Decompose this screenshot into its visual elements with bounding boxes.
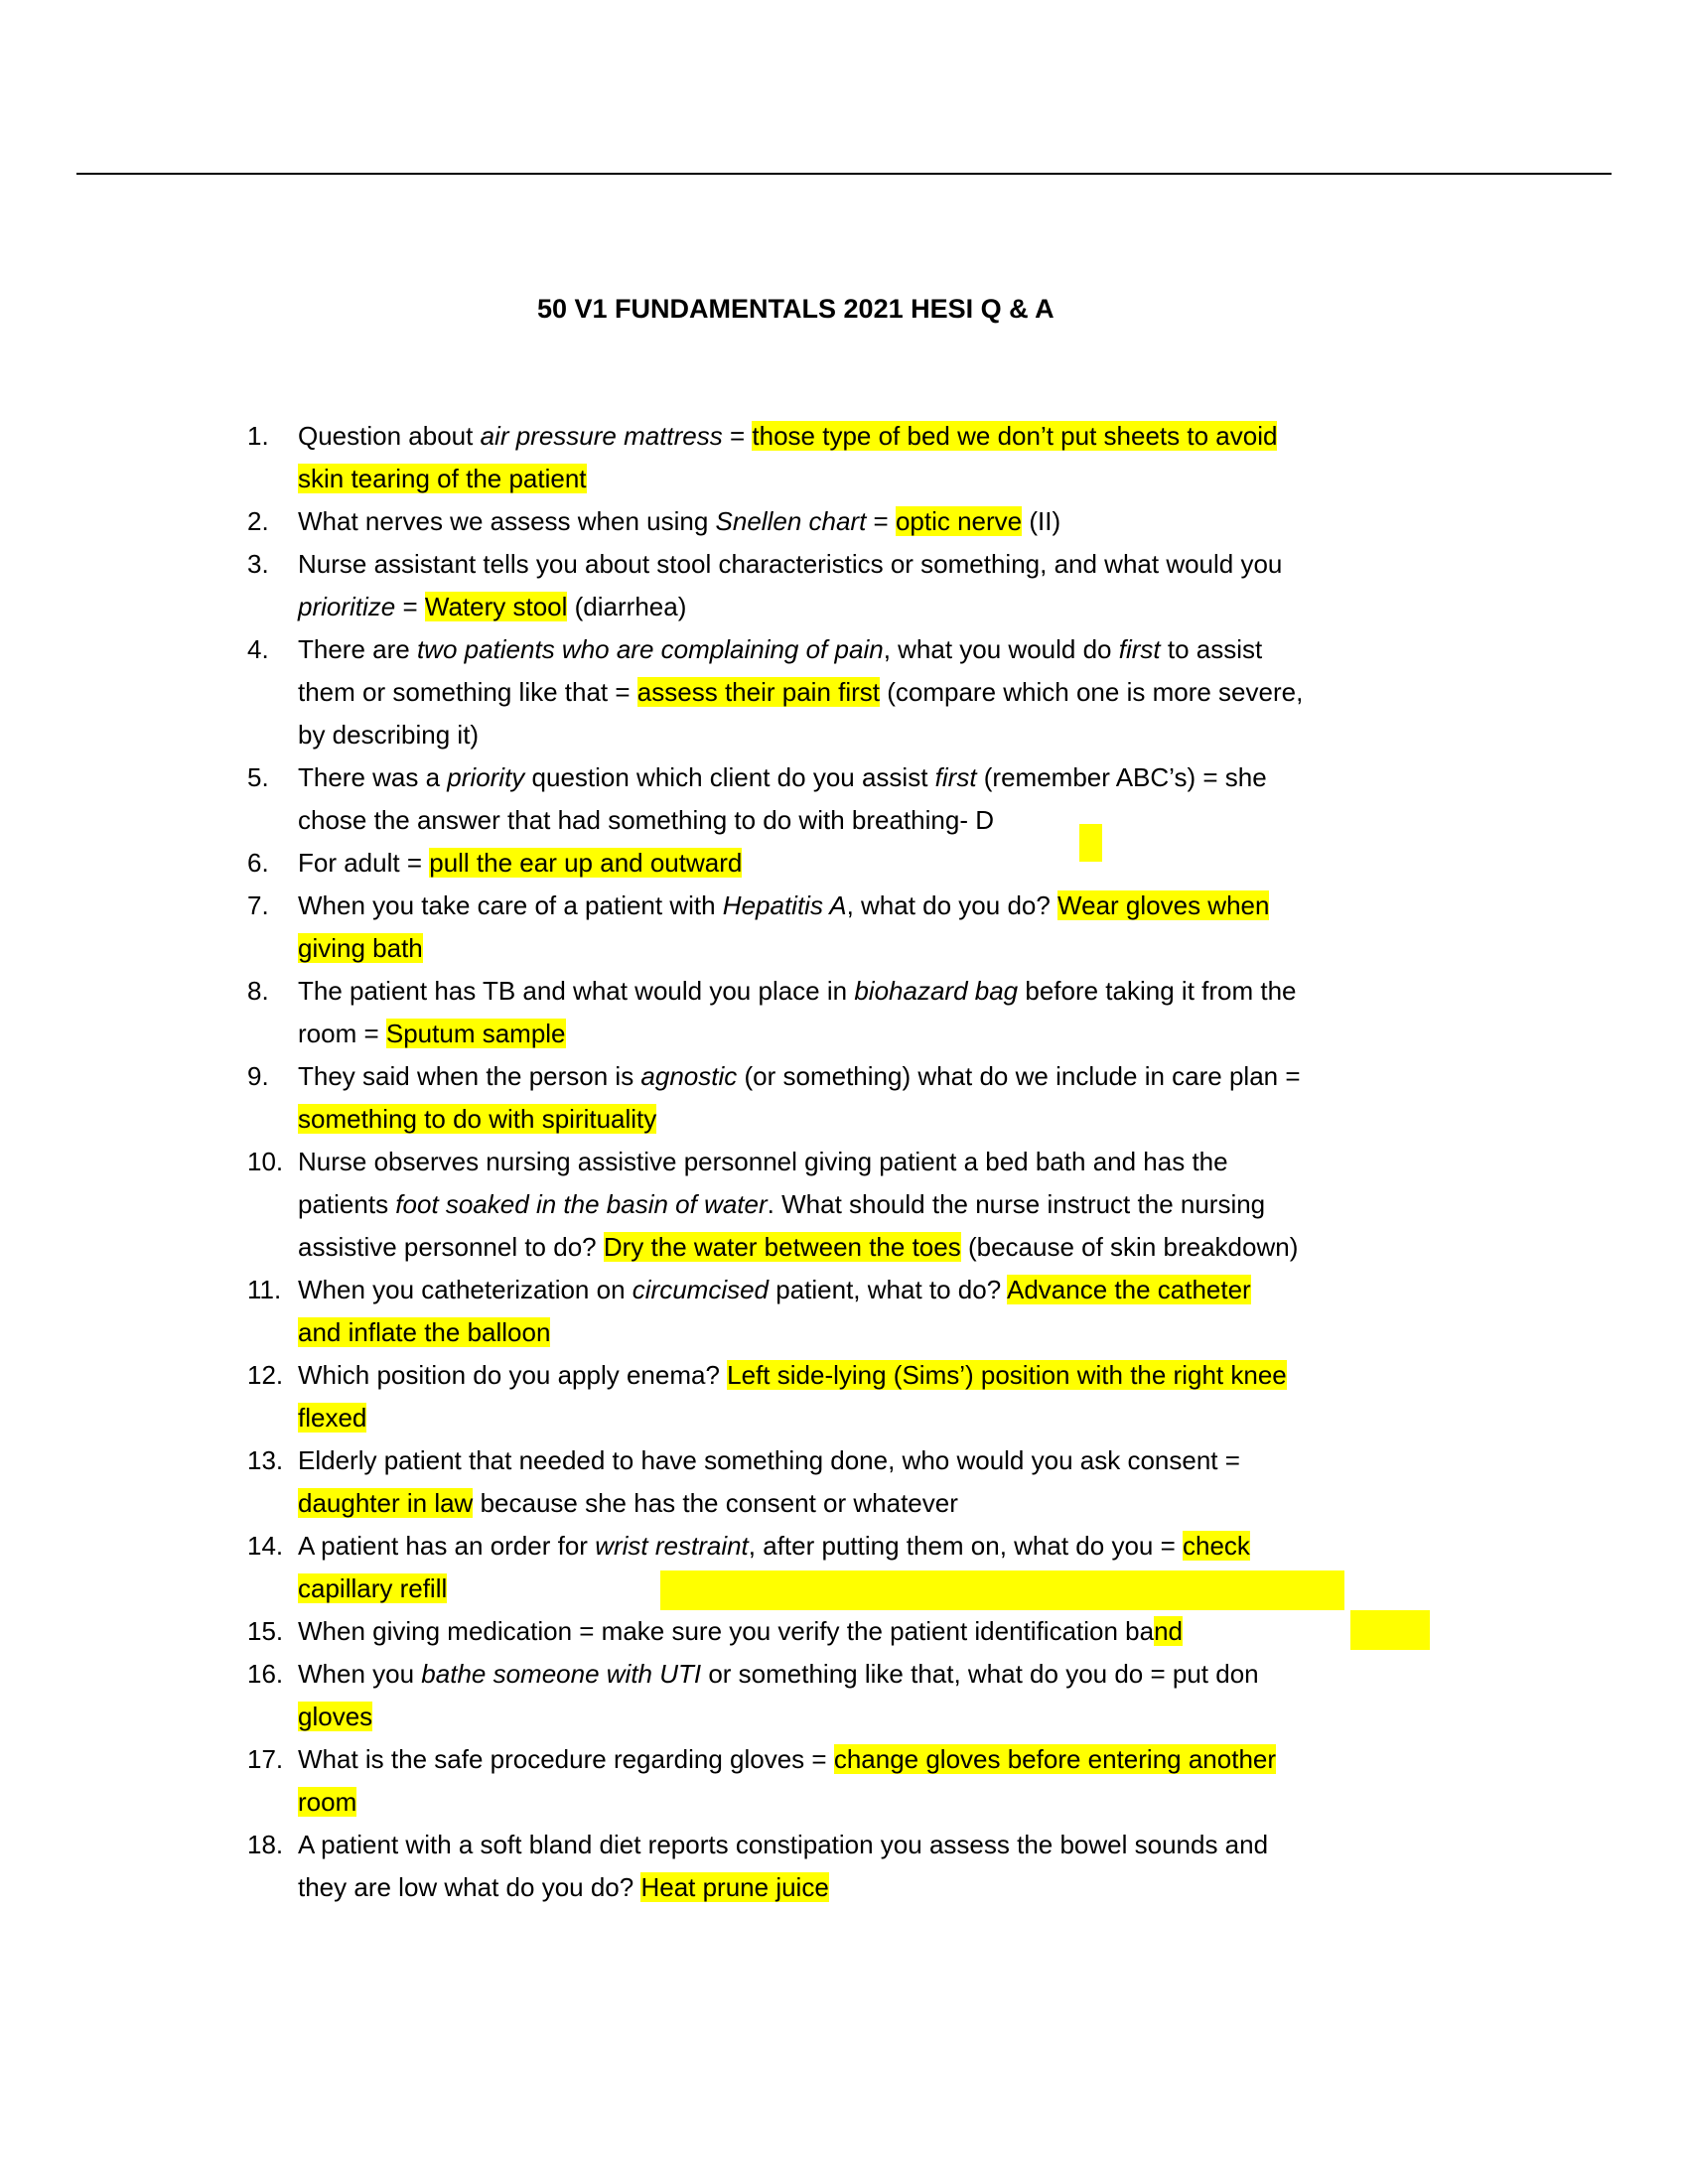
text: chose the answer that had something to do with breathing- D: [298, 805, 994, 835]
text: they are low what do you do?: [298, 1872, 641, 1902]
item-text: [298, 1482, 958, 1525]
text: . What should the nurse instruct the nursing: [767, 1189, 1266, 1219]
list-item: [0, 1738, 1688, 1781]
list-item-continuation: [0, 1013, 1688, 1055]
text: patients: [298, 1189, 396, 1219]
highlighted-answer: giving bath: [298, 933, 423, 963]
text: (because of skin breakdown): [960, 1232, 1299, 1262]
item-text: [298, 1397, 366, 1439]
item-text: [298, 628, 1262, 671]
list-item-continuation: [0, 1781, 1688, 1824]
list-item: [0, 1439, 1688, 1482]
text: A patient with a soft bland diet reports constipation you assess the bowel sounds and: [298, 1830, 1269, 1859]
highlighted-answer: gloves: [298, 1702, 373, 1731]
item-number: 16.: [247, 1659, 284, 1689]
text: Question about: [298, 421, 481, 451]
item-text: [298, 1269, 1251, 1311]
text: because she has the consent or whatever: [473, 1488, 958, 1518]
list-item: [0, 970, 1688, 1013]
italic-text: prioritize: [298, 592, 396, 621]
italic-text: two patients who are complaining of pain: [416, 634, 884, 664]
item-text: [298, 714, 479, 756]
list-item: [0, 1269, 1688, 1311]
item-text: [298, 1226, 1298, 1269]
highlighted-answer: optic nerve: [895, 506, 1023, 536]
item-text: [298, 1653, 1259, 1696]
text: Nurse observes nursing assistive personnel giving patient a bed bath and has the: [298, 1147, 1228, 1176]
text: (remember ABC’s) = she: [976, 762, 1267, 792]
list-item-continuation: [0, 1226, 1688, 1269]
highlighted-answer: Wear gloves when: [1057, 890, 1270, 920]
text: When you catheterization on: [298, 1275, 633, 1304]
text: (II): [1022, 506, 1061, 536]
text: When you take care of a patient with: [298, 890, 723, 920]
list-item-continuation: [0, 1098, 1688, 1141]
item-text: [298, 1824, 1268, 1866]
item-text: [298, 1141, 1228, 1183]
item-number: 17.: [247, 1744, 284, 1774]
list-item: [0, 756, 1688, 799]
italic-text: Hepatitis A: [722, 890, 847, 920]
highlighted-answer: room: [298, 1787, 357, 1817]
list-item: [0, 415, 1688, 458]
item-text: [298, 842, 742, 885]
item-number: 2.: [247, 506, 269, 536]
highlighted-answer: change gloves before entering another: [833, 1744, 1277, 1774]
item-text: [298, 1439, 1240, 1482]
item-text: [298, 970, 1297, 1013]
item-text: [298, 1311, 550, 1354]
text: A patient has an order for: [298, 1531, 596, 1561]
item-number: 9.: [247, 1061, 269, 1091]
text: =: [395, 592, 425, 621]
item-text: [298, 415, 1277, 458]
list-item: [0, 543, 1688, 586]
list-item: [0, 885, 1688, 927]
highlighted-answer: something to do with spirituality: [298, 1104, 657, 1134]
item-number: 4.: [247, 634, 269, 664]
list-item: [0, 500, 1688, 543]
list-item: [0, 628, 1688, 671]
item-number: 10.: [247, 1147, 284, 1176]
highlighted-answer: Sputum sample: [385, 1019, 566, 1048]
item-text: [298, 1525, 1250, 1568]
list-item: [0, 1653, 1688, 1696]
item-number: 3.: [247, 549, 269, 579]
item-number: 14.: [247, 1531, 284, 1561]
text: by describing it): [298, 720, 480, 750]
text: What is the safe procedure regarding gloves =: [298, 1744, 834, 1774]
document-title: 50 V1 FUNDAMENTALS 2021 HESI Q & A: [537, 294, 1055, 324]
list-item: [0, 1824, 1688, 1866]
item-text: [298, 586, 686, 628]
item-number: 15.: [247, 1616, 284, 1646]
list-item: [0, 1525, 1688, 1568]
text: They said when the person is: [298, 1061, 641, 1091]
item-text: [298, 543, 1282, 586]
highlighted-answer: pull the ear up and outward: [429, 848, 743, 878]
highlighted-answer: assess their pain first: [636, 677, 881, 707]
item-text: [298, 500, 1060, 543]
text: The patient has TB and what would you place in: [298, 976, 855, 1006]
text: or something like that, what do you do = put don: [701, 1659, 1259, 1689]
italic-text: first: [1118, 634, 1161, 664]
item-text: [298, 671, 1303, 714]
text: patient, what to do?: [769, 1275, 1007, 1304]
text: them or something like that =: [298, 677, 637, 707]
highlighted-answer: flexed: [298, 1403, 367, 1433]
item-number: 7.: [247, 890, 269, 920]
italic-text: wrist restraint: [595, 1531, 749, 1561]
italic-text: first: [934, 762, 977, 792]
header-rule: [76, 173, 1612, 175]
text: =: [866, 506, 896, 536]
qa-list: [0, 415, 1688, 1909]
text: For adult =: [298, 848, 430, 878]
highlighted-answer: skin tearing of the patient: [298, 464, 587, 493]
text: Which position do you apply enema?: [298, 1360, 728, 1390]
highlighted-answer: and inflate the balloon: [298, 1317, 551, 1347]
list-item-continuation: [0, 1397, 1688, 1439]
list-item-continuation: [0, 1482, 1688, 1525]
list-item: [0, 1055, 1688, 1098]
item-number: 11.: [247, 1275, 282, 1304]
highlighted-answer: nd: [1154, 1616, 1184, 1646]
item-text: [298, 1013, 566, 1055]
text: There are: [298, 634, 417, 664]
list-item-continuation: [0, 714, 1688, 756]
item-text: [298, 885, 1269, 927]
text: assistive personnel to do?: [298, 1232, 604, 1262]
list-item-continuation: [0, 1311, 1688, 1354]
text: , after putting them on, what do you =: [748, 1531, 1183, 1561]
italic-text: foot soaked in the basin of water: [395, 1189, 768, 1219]
item-text: [298, 1866, 829, 1909]
item-text: [298, 1781, 356, 1824]
italic-text: priority: [447, 762, 525, 792]
item-text: [298, 1055, 1301, 1098]
list-item: [0, 1354, 1688, 1397]
text: question which client do you assist: [524, 762, 935, 792]
list-item-continuation: [0, 1568, 1688, 1610]
text: =: [722, 421, 753, 451]
text: When you: [298, 1659, 422, 1689]
text: to assist: [1160, 634, 1263, 664]
text: room =: [298, 1019, 386, 1048]
italic-text: bathe someone with UTI: [421, 1659, 702, 1689]
highlighted-answer: Advance the catheter: [1006, 1275, 1251, 1304]
item-text: [298, 458, 587, 500]
item-number: 1.: [247, 421, 269, 451]
text: before taking it from the: [1018, 976, 1297, 1006]
highlighted-answer: check: [1183, 1531, 1250, 1561]
text: Nurse assistant tells you about stool characteristics or something, and what would you: [298, 549, 1283, 579]
italic-text: biohazard bag: [854, 976, 1019, 1006]
item-text: [298, 1696, 372, 1738]
item-number: 8.: [247, 976, 269, 1006]
item-text: [298, 756, 1267, 799]
text: , what do you do?: [846, 890, 1058, 920]
item-text: [298, 1568, 447, 1610]
text: When giving medication = make sure you verify the patient identification ba: [298, 1616, 1155, 1646]
item-number: 5.: [247, 762, 269, 792]
highlighted-answer: daughter in law: [298, 1488, 474, 1518]
list-item: [0, 842, 1688, 885]
text: (or something) what do we include in care plan =: [737, 1061, 1301, 1091]
italic-text: agnostic: [640, 1061, 738, 1091]
item-number: 12.: [247, 1360, 284, 1390]
list-item: [0, 1141, 1688, 1183]
item-text: [298, 1610, 1183, 1653]
highlighted-answer: those type of bed we don’t put sheets to avoid: [752, 421, 1278, 451]
list-item-continuation: [0, 799, 1688, 842]
item-text: [298, 927, 423, 970]
highlighted-answer: Left side-lying (Sims’) position with the right knee: [727, 1360, 1287, 1390]
text: (diarrhea): [567, 592, 687, 621]
item-text: [298, 1098, 656, 1141]
text: Elderly patient that needed to have something done, who would you ask consent =: [298, 1445, 1240, 1475]
text: , what you would do: [883, 634, 1119, 664]
list-item-continuation: [0, 927, 1688, 970]
text: There was a: [298, 762, 448, 792]
item-number: 13.: [247, 1445, 284, 1475]
highlighted-answer: capillary refill: [298, 1573, 448, 1603]
item-text: [298, 799, 994, 842]
list-item-continuation: [0, 1866, 1688, 1909]
item-text: [298, 1738, 1276, 1781]
italic-text: air pressure mattress: [480, 421, 723, 451]
list-item-continuation: [0, 586, 1688, 628]
item-text: [298, 1354, 1287, 1397]
highlighted-answer: Dry the water between the toes: [603, 1232, 961, 1262]
item-number: 6.: [247, 848, 269, 878]
item-text: [298, 1183, 1265, 1226]
list-item-continuation: [0, 458, 1688, 500]
item-number: 18.: [247, 1830, 284, 1859]
text: What nerves we assess when using: [298, 506, 716, 536]
italic-text: circumcised: [632, 1275, 770, 1304]
list-item-continuation: [0, 1696, 1688, 1738]
list-item: [0, 1610, 1688, 1653]
text: (compare which one is more severe,: [880, 677, 1304, 707]
list-item-continuation: [0, 1183, 1688, 1226]
highlighted-answer: Heat prune juice: [640, 1872, 829, 1902]
list-item-continuation: [0, 671, 1688, 714]
highlighted-answer: Watery stool: [424, 592, 568, 621]
italic-text: Snellen chart: [715, 506, 867, 536]
